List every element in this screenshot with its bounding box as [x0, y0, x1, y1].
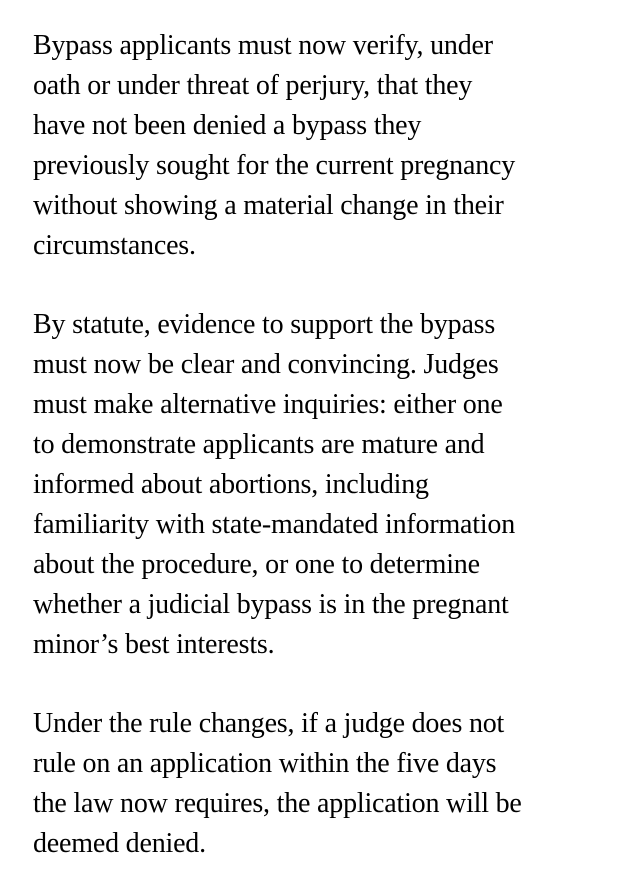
- text-line: By statute, evidence to support the bypass: [33, 309, 496, 340]
- text-line: must make alternative inquiries: either one: [33, 389, 503, 420]
- text-line: have not been denied a bypass they: [33, 110, 422, 141]
- text-line: minor’s best interests.: [33, 629, 275, 660]
- text-line: Bypass applicants must now verify, under: [33, 30, 493, 61]
- text-line: whether a judicial bypass is in the pregnant: [33, 589, 509, 620]
- text-line: the law now requires, the application will be: [33, 788, 522, 819]
- text-line: without showing a material change in their: [33, 190, 504, 221]
- text-line: about the procedure, or one to determine: [33, 549, 480, 580]
- text-line: to demonstrate applicants are mature and: [33, 429, 485, 460]
- text-line: circumstances.: [33, 230, 196, 261]
- text-line: familiarity with state-mandated information: [33, 509, 516, 540]
- text-line: informed about abortions, including: [33, 469, 429, 500]
- text-line: must now be clear and convincing. Judges: [33, 349, 499, 380]
- text-line: oath or under threat of perjury, that they: [33, 70, 473, 101]
- paragraph-evidence-standard: [33, 305, 628, 665]
- paragraph-rule-changes: [33, 704, 628, 864]
- text-line: Under the rule changes, if a judge does not: [33, 708, 505, 739]
- text-line: rule on an application within the five days: [33, 748, 497, 779]
- text-line: deemed denied.: [33, 828, 206, 859]
- paragraph-bypass-verification: [33, 26, 628, 266]
- text-line: previously sought for the current pregnancy: [33, 150, 516, 181]
